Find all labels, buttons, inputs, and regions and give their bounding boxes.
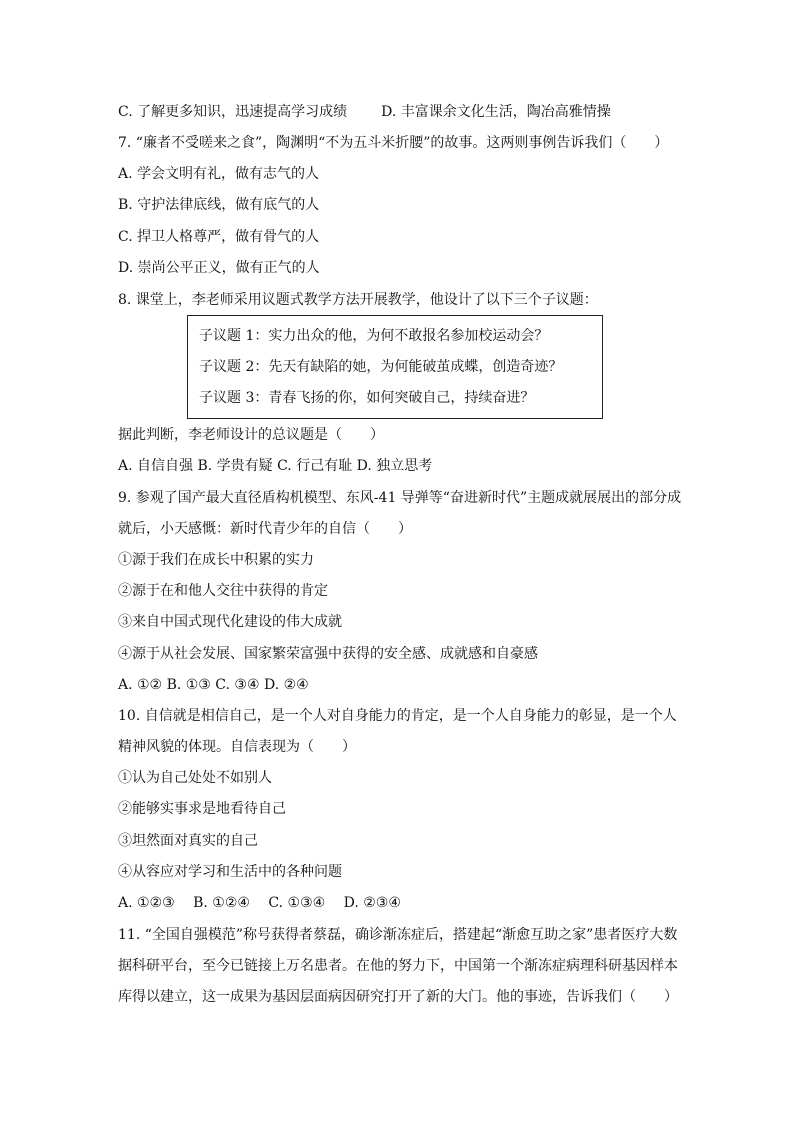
q8-options: A. 自信自强 B. 学贵有疑 C. 行己有耻 D. 独立思考 (118, 458, 433, 474)
sub-topic-box (187, 315, 603, 419)
q10-options: A. ①②③ B. ①②④ C. ①③④ D. ②③④ (118, 895, 401, 911)
q7-option-a: A. 学会文明有礼，做有志气的人 (118, 166, 320, 182)
sub-topic-2: 子议题 2：先天有缺陷的她，为何能破茧成蝶，创造奇迹？ (199, 359, 563, 375)
sub-topic-1: 子议题 1：实力出众的他，为何不敢报名参加校运动会？ (199, 328, 549, 344)
q8-stem: 8. 课堂上，李老师采用议题式教学方法开展教学，他设计了以下三个子议题： (118, 292, 598, 308)
q10-item-1: ①认为自己处处不如别人 (118, 770, 272, 786)
q10-item-4: ④从容应对学习和生活中的各种问题 (118, 864, 342, 880)
q7-option-d: D. 崇尚公平正义，做有正气的人 (118, 260, 320, 276)
q8-question: 据此判断，李老师设计的总议题是（ ） (118, 427, 384, 443)
sub-topic-3: 子议题 3：青春飞扬的你，如何突破自己，持续奋进？ (199, 390, 535, 406)
q9-item-3: ③来自中国式现代化建设的伟大成就 (118, 614, 342, 630)
q10-item-3: ③坦然面对真实的自己 (118, 833, 258, 849)
q11-stem-line2: 据科研平台，至今已链接上万名患者。在他的努力下，中国第一个渐冻症病理科研基因样本 (118, 958, 678, 974)
q9-stem-line1: 9. 参观了国产最大直径盾构机模型、东风-41 导弹等“奋进新时代”主题成就展展出的部分成 (118, 490, 682, 506)
q9-item-4: ④源于从社会发展、国家繁荣富强中获得的安全感、成就感和自豪感 (118, 646, 538, 662)
q7-option-c: C. 捍卫人格尊严，做有骨气的人 (118, 229, 320, 245)
q10-item-2: ②能够实事求是地看待自己 (118, 801, 286, 817)
q7-stem: 7. “廉者不受嗟来之食”，陶渊明“不为五斗米折腰”的故事。这两则事例告诉我们（ ） (118, 135, 669, 151)
q9-stem-line2: 就后，小天感慨：新时代青少年的自信（ ） (118, 521, 412, 537)
q6-option-c: C. 了解更多知识，迅速提高学习成绩 (118, 104, 348, 120)
q9-item-1: ①源于我们在成长中积累的实力 (118, 552, 314, 568)
q7-option-b: B. 守护法律底线，做有底气的人 (118, 197, 320, 213)
q11-stem-line3: 库得以建立，这一成果为基因层面病因研究打开了新的大门。他的事迹，告诉我们（ ） (118, 989, 678, 1005)
q9-options: A. ①② B. ①③ C. ③④ D. ②④ (118, 677, 309, 693)
q6-option-d: D. 丰富课余文化生活，陶冶高雅情操 (381, 104, 611, 120)
q10-stem-line1: 10. 自信就是相信自己，是一个人对自身能力的肯定，是一个人自身能力的彰显，是一个人 (118, 708, 677, 724)
q6-options-cd (118, 102, 611, 122)
q10-stem-line2: 精神风貌的体现。自信表现为（ ） (118, 739, 356, 755)
q11-stem-line1: 11. “全国自强模范”称号获得者蔡磊，确诊渐冻症后，搭建起“渐愈互助之家”患者医疗大数 (118, 927, 678, 943)
q9-item-2: ②源于在和他人交往中获得的肯定 (118, 583, 328, 599)
